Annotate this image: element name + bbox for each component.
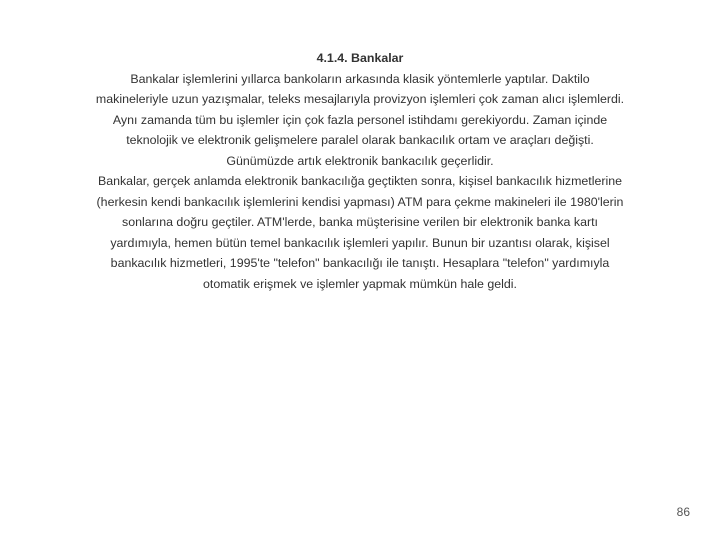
paragraph-2: Bankalar, gerçek anlamda elektronik bankacılığa geçtikten sonra, kişisel bankacılık hizmetlerine (herkesin kendi bankacılık işlemlerini kendisi yapması) ATM para çekme makineleri ile 1980'lerin sonlarına doğru geçtiler. ATM'lerde, banka müşterisine verilen bir elektronik banka kartı yardımıyla, hemen bütün temel bankacılık işlemleri yapılır. Bunun bir uzantısı olarak, kişisel bankacılık hizmetleri, 1995'te "telefon" bankacılığı ile tanıştı. Hesaplara "telefon" yardımıyla otomatik erişmek ve işlemler yapmak mümkün hale geldi.: [96, 174, 624, 291]
page-number: 86: [676, 505, 690, 519]
text-block: [95, 48, 625, 294]
section-heading: 4.1.4. Bankalar: [316, 51, 404, 65]
paragraph-1: Bankalar işlemlerini yıllarca bankoların arkasında klasik yöntemlerle yaptılar. Daktilo makineleriyle uzun yazışmalar, teleks mesajlarıyla provizyon işlemleri çok zaman alıcı işlemlerdi. Aynı zamanda tüm bu işlemler için çok fazla personel istihdamı gerekiyordu. Zaman içinde teknolojik ve elektronik gelişmelere paralel olarak bankacılık ortam ve araçları değişti. Günümüzde artık elektronik bankacılık geçerlidir.: [95, 71, 625, 168]
